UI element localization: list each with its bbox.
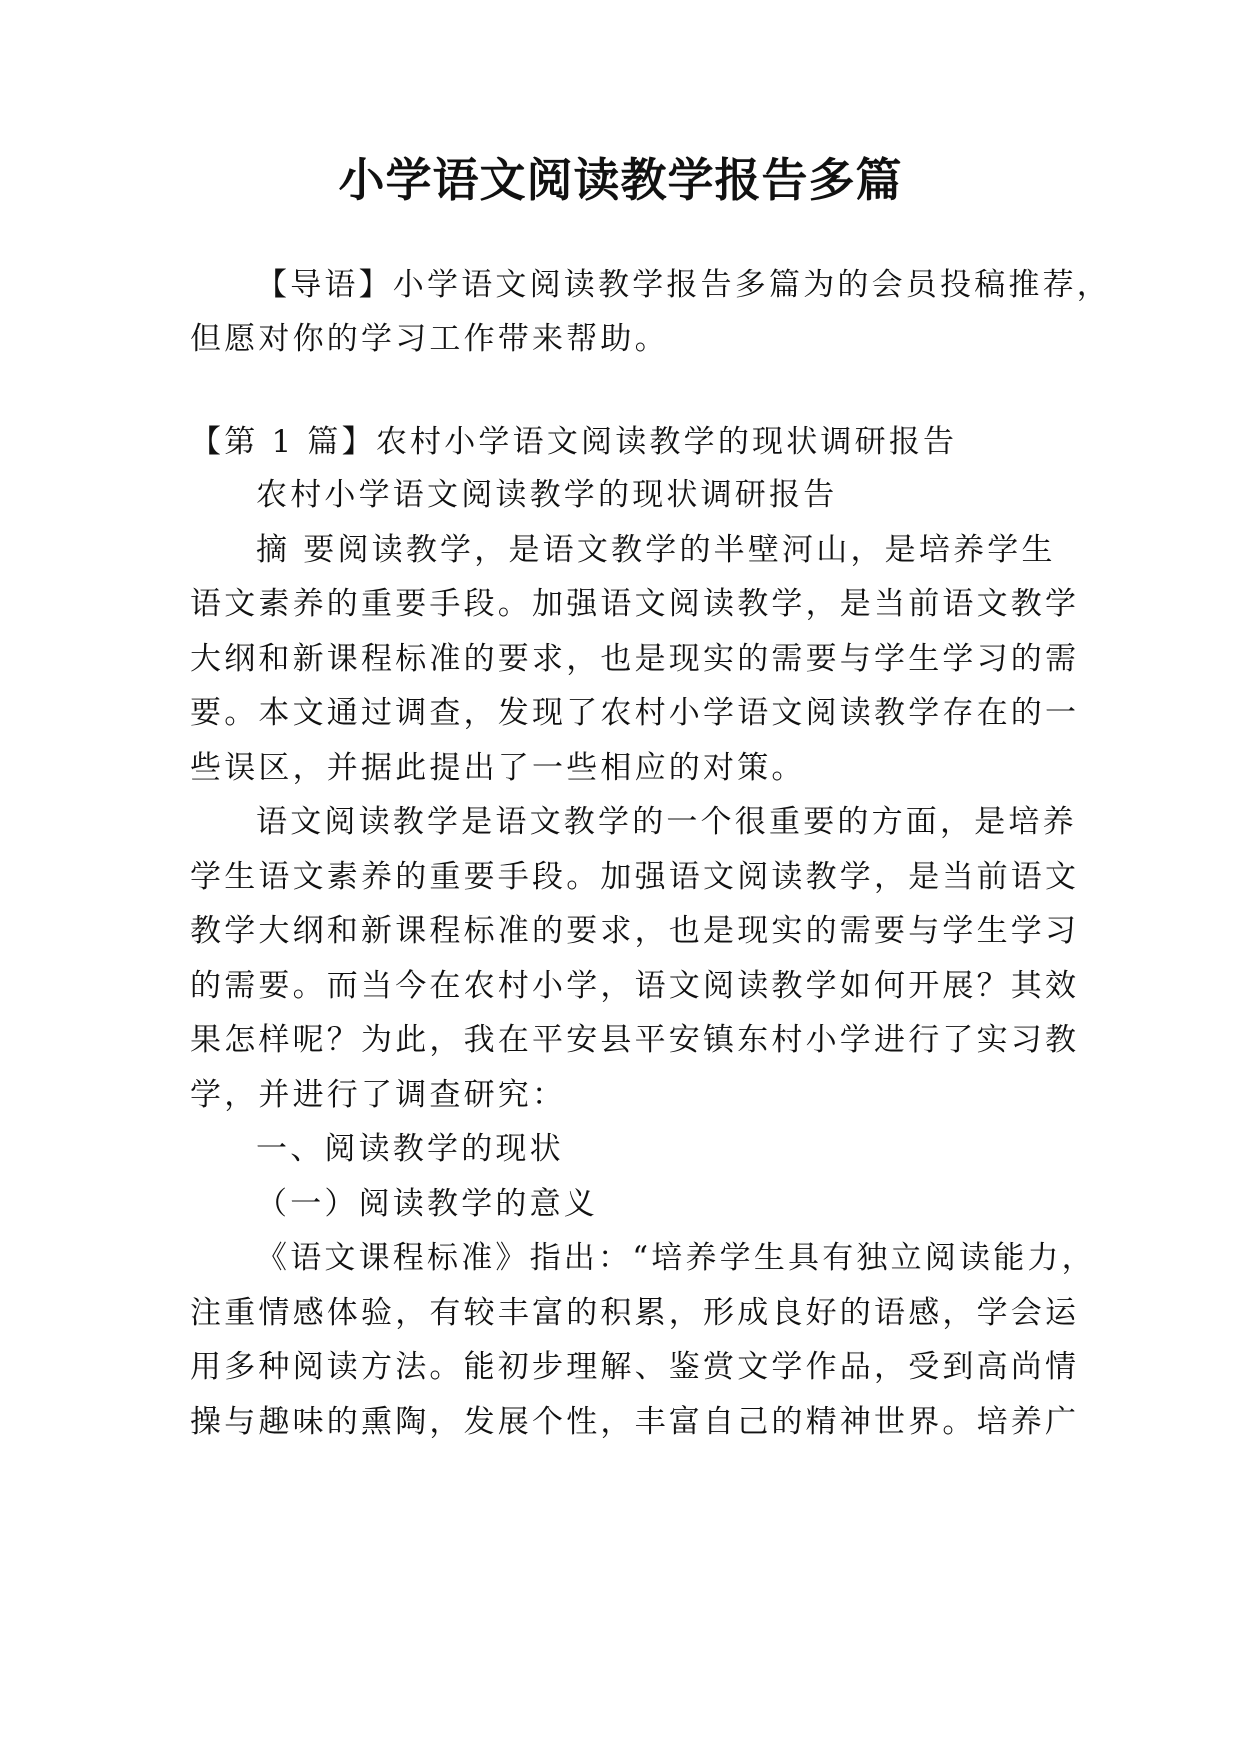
- heading-reading-meaning: （一）阅读教学的意义: [256, 1186, 598, 1222]
- paragraph-line-4: 的需要。而当今在农村小学，语文阅读教学如何开展？其效: [190, 968, 1080, 1004]
- intro-line-1: 【导语】小学语文阅读教学报告多篇为的会员投稿推荐，: [256, 267, 1111, 303]
- paragraph-line-2: 学生语文素养的重要手段。加强语文阅读教学，是当前语文: [190, 859, 1080, 895]
- quote-line-4: 操与趣味的熏陶，发展个性，丰富自己的精神世界。培养广: [190, 1404, 1080, 1440]
- quote-line-1: 《语文课程标准》指出：“培养学生具有独立阅读能力，: [256, 1240, 1096, 1276]
- quote-line-2: 注重情感体验，有较丰富的积累，形成良好的语感，学会运: [190, 1295, 1080, 1331]
- paragraph-line-1: 语文阅读教学是语文教学的一个很重要的方面，是培养: [256, 804, 1077, 840]
- abstract-line-1: 摘 要阅读教学，是语文教学的半壁河山，是培养学生: [256, 532, 1056, 568]
- paragraph-line-5: 果怎样呢？为此，我在平安县平安镇东村小学进行了实习教: [190, 1022, 1080, 1058]
- abstract-line-5: 些误区，并据此提出了一些相应的对策。: [190, 750, 806, 786]
- paragraph-line-6: 学，并进行了调查研究：: [190, 1077, 567, 1113]
- intro-line-2: 但愿对你的学习工作带来帮助。: [190, 321, 669, 357]
- document-title: 小学语文阅读教学报告多篇: [338, 153, 903, 207]
- abstract-line-2: 语文素养的重要手段。加强语文阅读教学，是当前语文教学: [190, 586, 1080, 622]
- paragraph-line-3: 教学大纲和新课程标准的要求，也是现实的需要与学生学习: [190, 913, 1080, 949]
- heading-reading-status: 一、阅读教学的现状: [256, 1131, 564, 1167]
- report-subtitle: 农村小学语文阅读教学的现状调研报告: [256, 477, 838, 513]
- quote-line-3: 用多种阅读方法。能初步理解、鉴赏文学作品，受到高尚情: [190, 1349, 1080, 1385]
- abstract-line-4: 要。本文通过调查，发现了农村小学语文阅读教学存在的一: [190, 695, 1080, 731]
- abstract-line-3: 大纲和新课程标准的要求，也是现实的需要与学生学习的需: [190, 641, 1080, 677]
- section-heading: 【第 1 篇】农村小学语文阅读教学的现状调研报告: [190, 424, 958, 460]
